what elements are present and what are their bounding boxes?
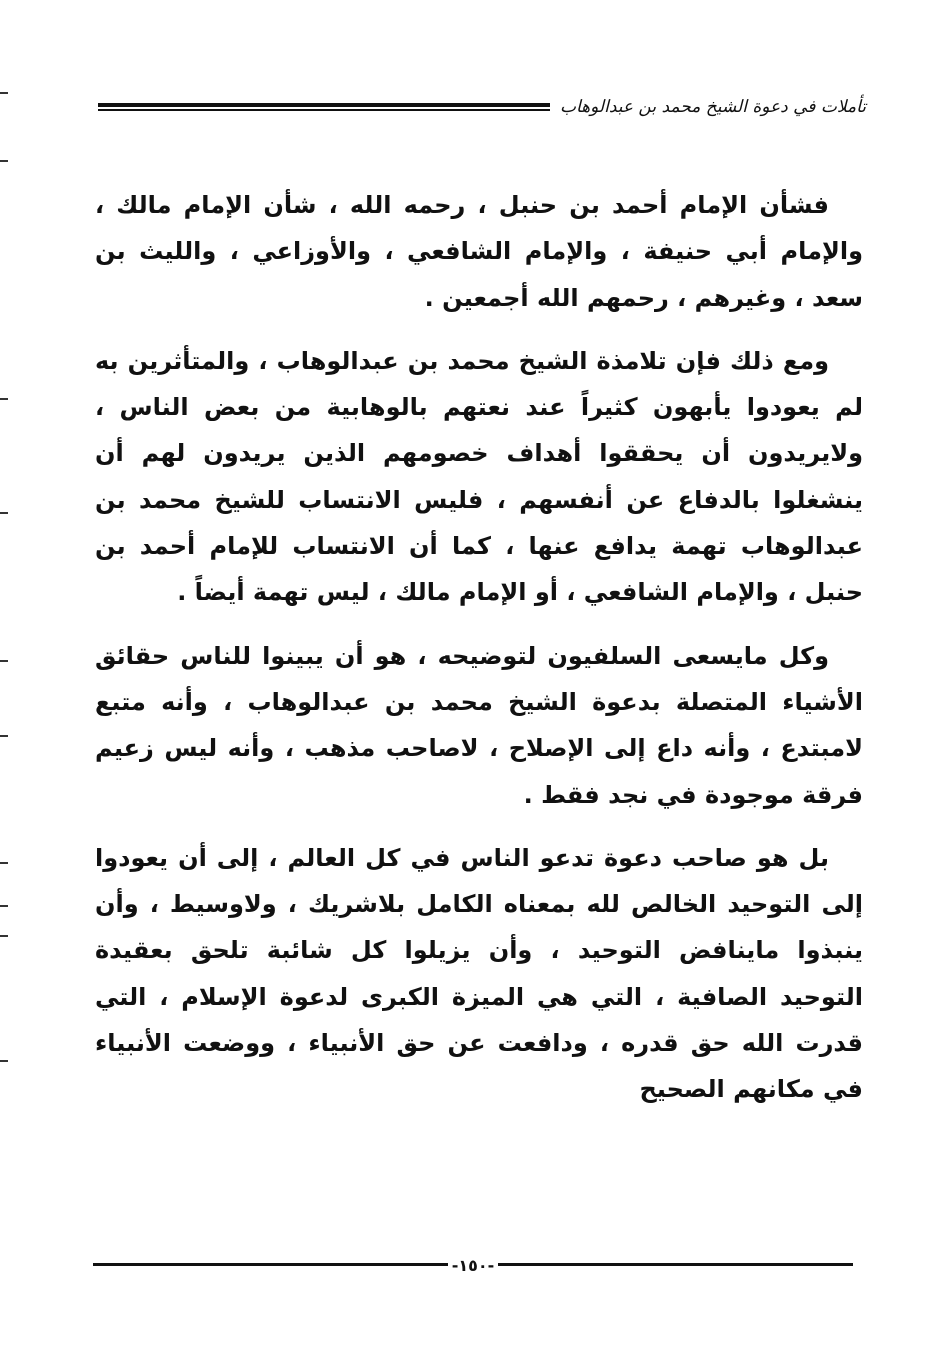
paragraph: وكل مايسعى السلفيون لتوضيحه ، هو أن يبينوا للناس حقائق الأشياء المتصلة بدعوة الشيخ محمد بن عبدالوهاب ، وأنه متبع لامبتدع ، وأنه داع إلى الإصلاح ، لاصاحب مذهب ، وأنه ليس زعيم فرقة موجودة في نجد فقط . [95,641,863,809]
scan-mark [0,735,8,737]
body-text [95,182,863,1130]
page-number: -١٥٠- [451,1255,495,1275]
page-footer [93,1253,853,1277]
paragraph: بل هو صاحب دعوة تدعو الناس في كل العالم ، إلى أن يعودوا إلى التوحيد الخالص لله بمعناه الكامل بلاشريك ، ولاوسيط ، وأن ينبذوا ماينافض التوحيد ، وأن يزيلوا كل شائبة تلحق بعقيدة التوحيد الصافية ، التي هي الميزة الكبرى لدعوة الإسلام ، التي قدرت الله حق قدره ، ودافعت عن حق الأنبياء ، ووضعت الأنبياء في مكانهم الصحيح [95,843,863,1104]
scan-mark [0,660,8,662]
scan-mark [0,1060,8,1062]
footer-rule-right [498,1261,853,1269]
header-rule [98,101,550,113]
footer-line [498,1263,853,1266]
scan-mark [0,935,8,937]
paragraph: فشأن الإمام أحمد بن حنبل ، رحمه الله ، شأن الإمام مالك ، والإمام أبي حنيفة ، والإمام الشافعي ، والأوزاعي ، والليث بن سعد ، وغيرهم ، رحمهم الله أجمعين . [95,191,863,312]
header-rule-thick [98,103,550,107]
scan-mark [0,905,8,907]
header-title: تأملات في دعوة الشيخ محمد بن عبدالوهاب [560,97,866,117]
scan-mark [0,512,8,514]
scan-mark [0,862,8,864]
running-header [98,92,866,122]
footer-rule-left [93,1261,448,1269]
scan-mark [0,398,8,400]
scan-mark [0,160,8,162]
header-rule-thin [98,109,550,111]
footer-line [93,1263,448,1266]
scan-mark [0,92,8,94]
paragraph: ومع ذلك فإن تلامذة الشيخ محمد بن عبدالوهاب ، والمتأثرين به لم يعودوا يأبهون كثيراً عند نعتهم بالوهابية من بعض الناس ، ولايريدون أن يحققوا أهداف خصومهم الذين يريدون لهم أن ينشغلوا بالدفاع عن أنفسهم ، فليس الانتساب للشيخ محمد بن عبدالوهاب تهمة يدافع عنها ، كما أن الانتساب للإمام أحمد بن حنبل ، والإمام الشافعي ، أو الإمام مالك ، ليس تهمة أيضاً . [95,346,863,607]
